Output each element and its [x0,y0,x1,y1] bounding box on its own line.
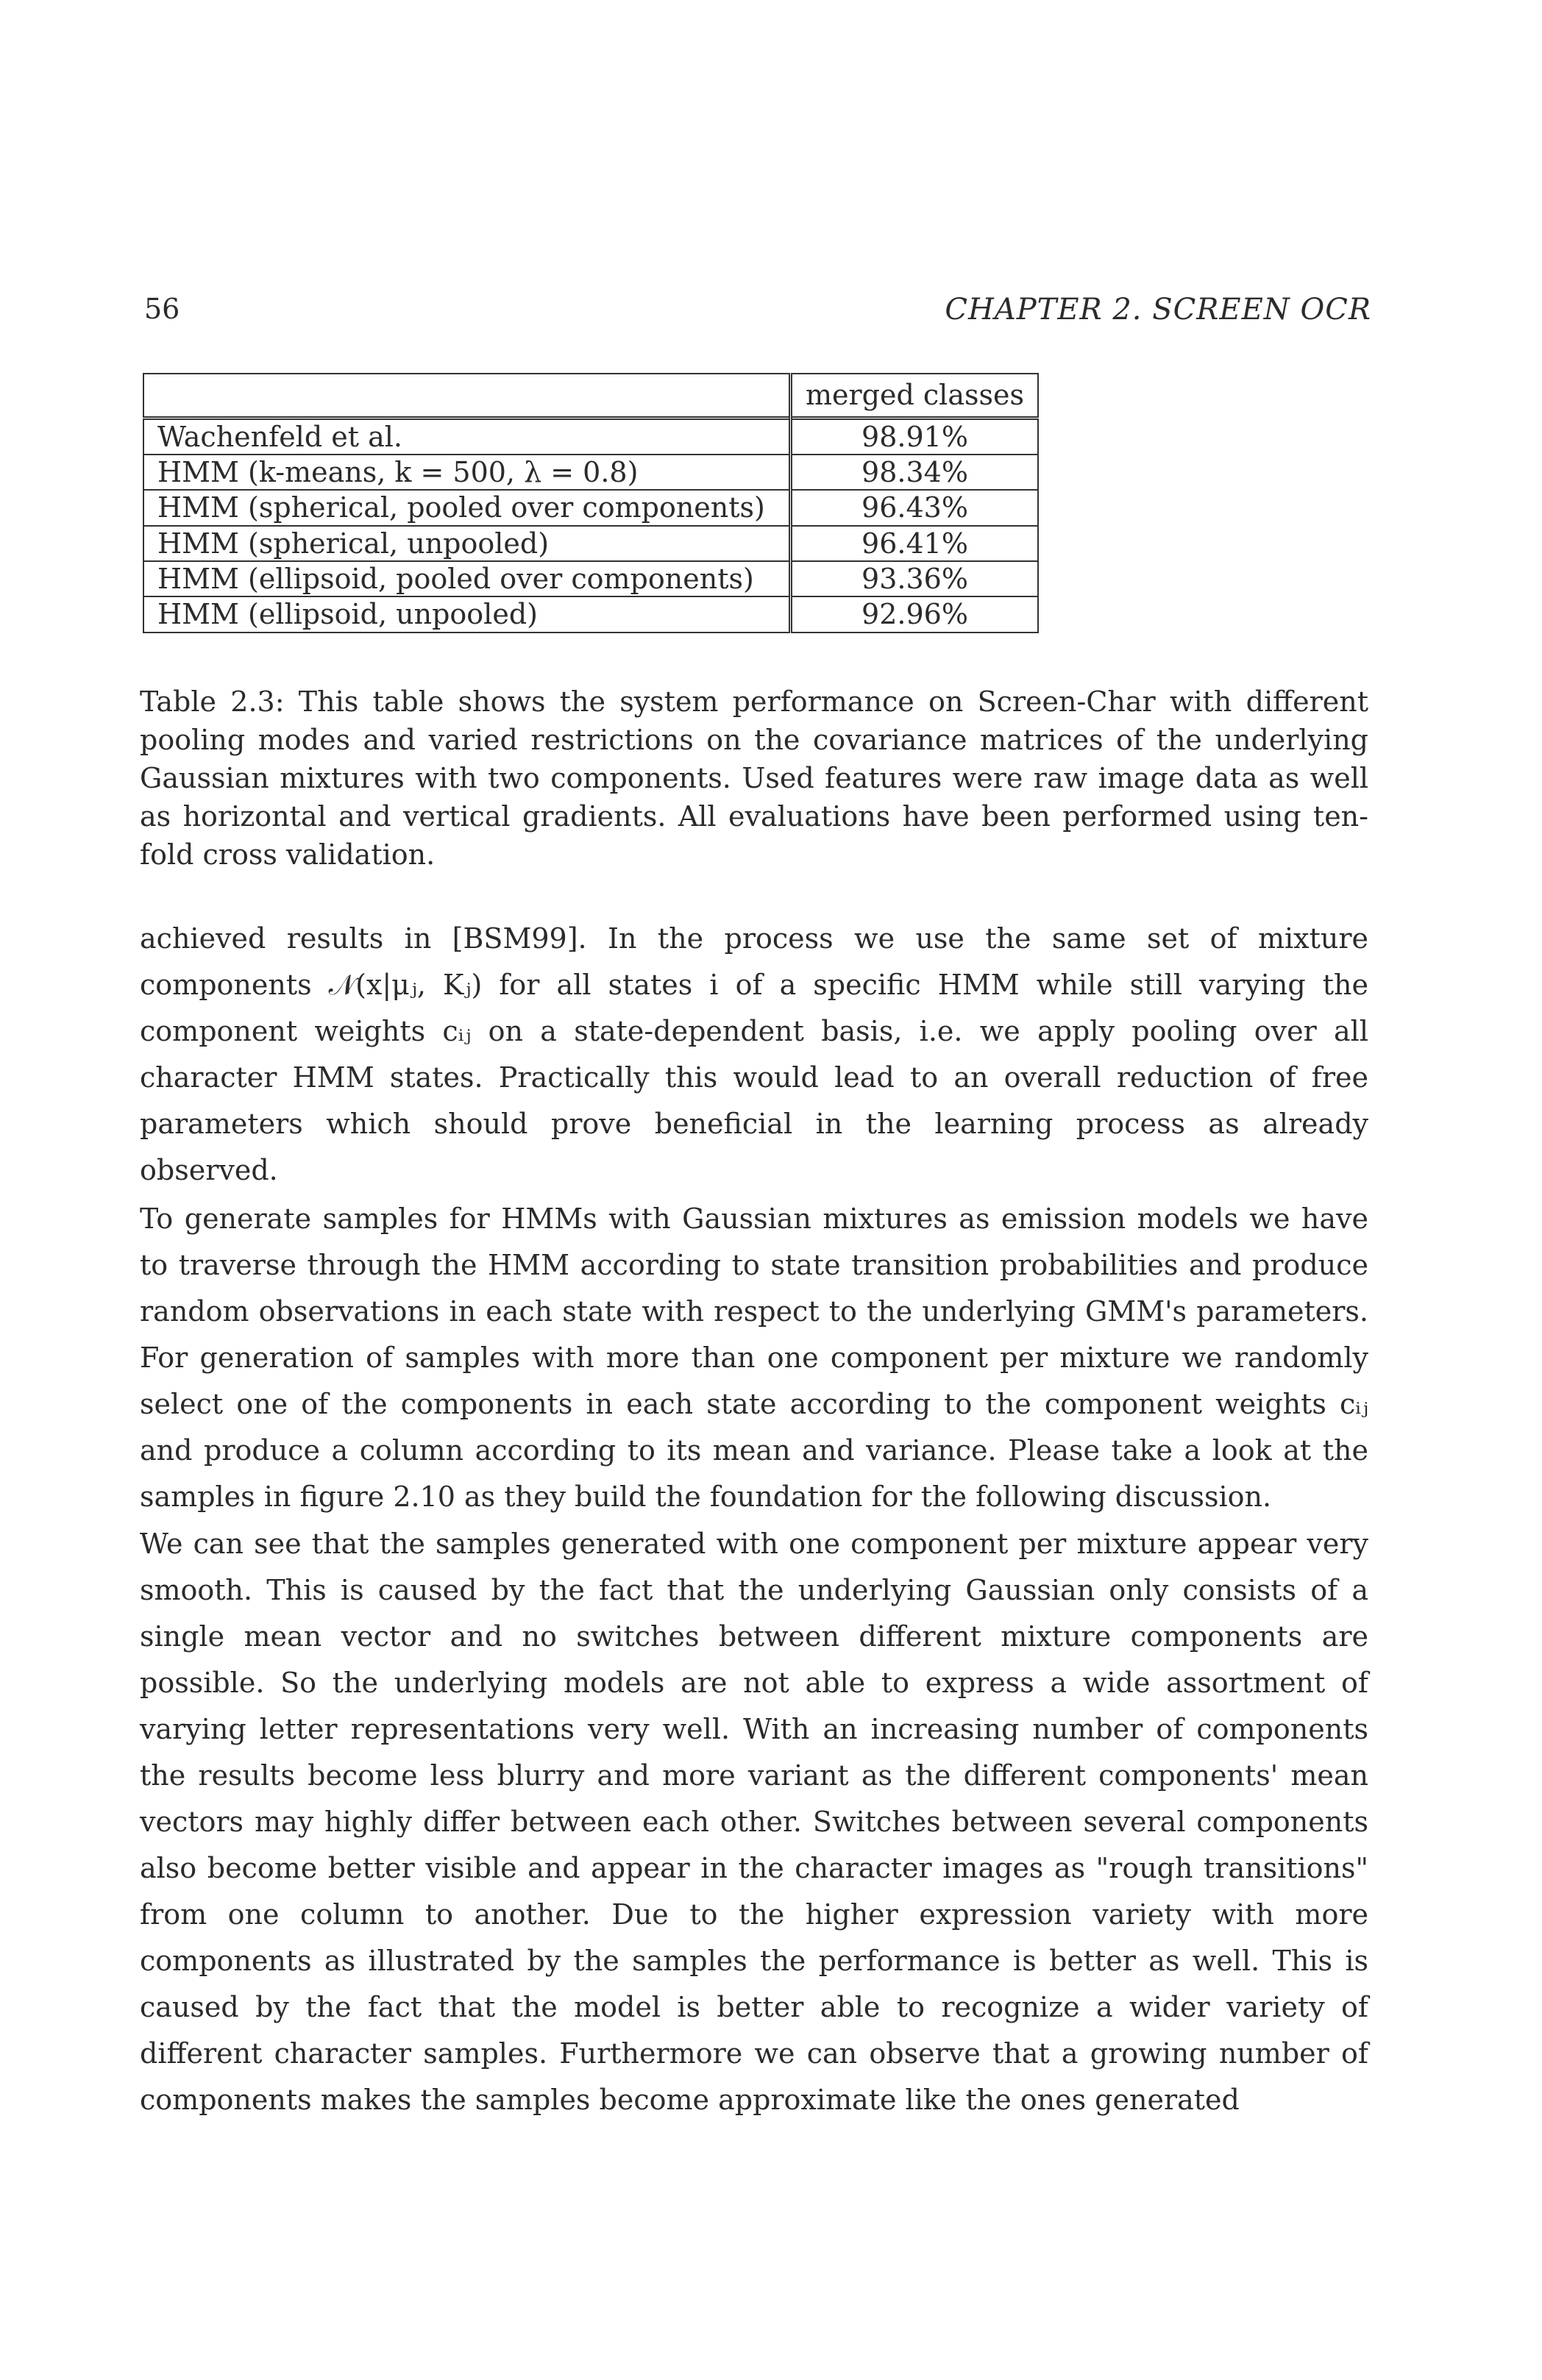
paragraph-text: To generate samples for HMMs with Gaussian mixtures as emission models we have to traverse through the HMM according to state transition probabilities and produce random observations in each state with respect to the underlying GMM's parameters. For generation of samples with more than one component per mixture we randomly select one of the components in each state according to the component weights cᵢⱼ and produce a column according to its mean and variance. Please take a look at the samples in figure 2.10 as they build the foundation for the following discussion. [140,1203,1368,1513]
table-row [143,596,1038,632]
table-cell-value: 93.36% [791,561,1039,596]
table-row [143,561,1038,596]
table-cell-value: 92.96% [791,596,1039,632]
table-cell-method: HMM (ellipsoid, unpooled) [143,596,791,632]
table-row [143,490,1038,525]
table-header-row [143,374,1038,418]
body-paragraph [140,1521,1368,2123]
table-cell-method: HMM (spherical, pooled over components) [143,490,791,525]
results-table [143,373,1039,633]
table-cell-value: 98.34% [791,455,1039,490]
body-paragraph [140,1196,1368,1520]
table-header-empty-cell [143,374,791,418]
table-row [143,455,1038,490]
table-cell-method: Wachenfeld et al. [143,418,791,455]
paragraph-text: achieved results in [BSM99]. In the process we use the same set of mixture components 𝒩(x|μⱼ, Kⱼ) for all states i of a specific HMM while still varying the component weights cᵢⱼ on a state-dependent basis, i.e. we apply pooling over all character HMM states. Practically this would lead to an overall reduction of free parameters which should prove beneficial in the learning process as already observed. [140,922,1368,1186]
page-number: 56 [144,293,180,325]
table-row [143,418,1038,455]
table-column-header: merged classes [791,374,1039,418]
table-row [143,526,1038,561]
table-cell-value: 96.43% [791,490,1039,525]
running-head: CHAPTER 2. SCREEN OCR [945,293,1371,327]
table-cell-method: HMM (ellipsoid, pooled over components) [143,561,791,596]
table-cell-method: HMM (spherical, unpooled) [143,526,791,561]
table-cell-value: 98.91% [791,418,1039,455]
table-caption: Table 2.3: This table shows the system performance on Screen-Char with different pooling modes and varied restrictions on the covariance matrices of the underlying Gaussian mixtures with two components. Used features were raw image data as well as horizontal and vertical gradients. All evaluations have been performed using ten-fold cross validation. [140,685,1368,871]
table-cell-method: HMM (k-means, k = 500, λ = 0.8) [143,455,791,490]
paragraph-text: We can see that the samples generated with one component per mixture appear very smooth. This is caused by the fact that the underlying Gaussian only consists of a single mean vector and no switches between different mixture components are possible. So the underlying models are not able to express a wide assortment of varying letter representations very well. With an increasing number of components the results become less blurry and more variant as the different components' mean vectors may highly differ between each other. Switches between several components also become better visible and appear in the character images as "rough transitions" from one column to another. Due to the higher expression variety with more components as illustrated by the samples the performance is better as well. This is caused by the fact that the model is better able to recognize a wider variety of different character samples. Furthermore we can observe that a growing number of components makes the samples become approximate like the ones generated [140,1528,1368,2116]
table-cell-value: 96.41% [791,526,1039,561]
body-paragraph [140,916,1368,1194]
